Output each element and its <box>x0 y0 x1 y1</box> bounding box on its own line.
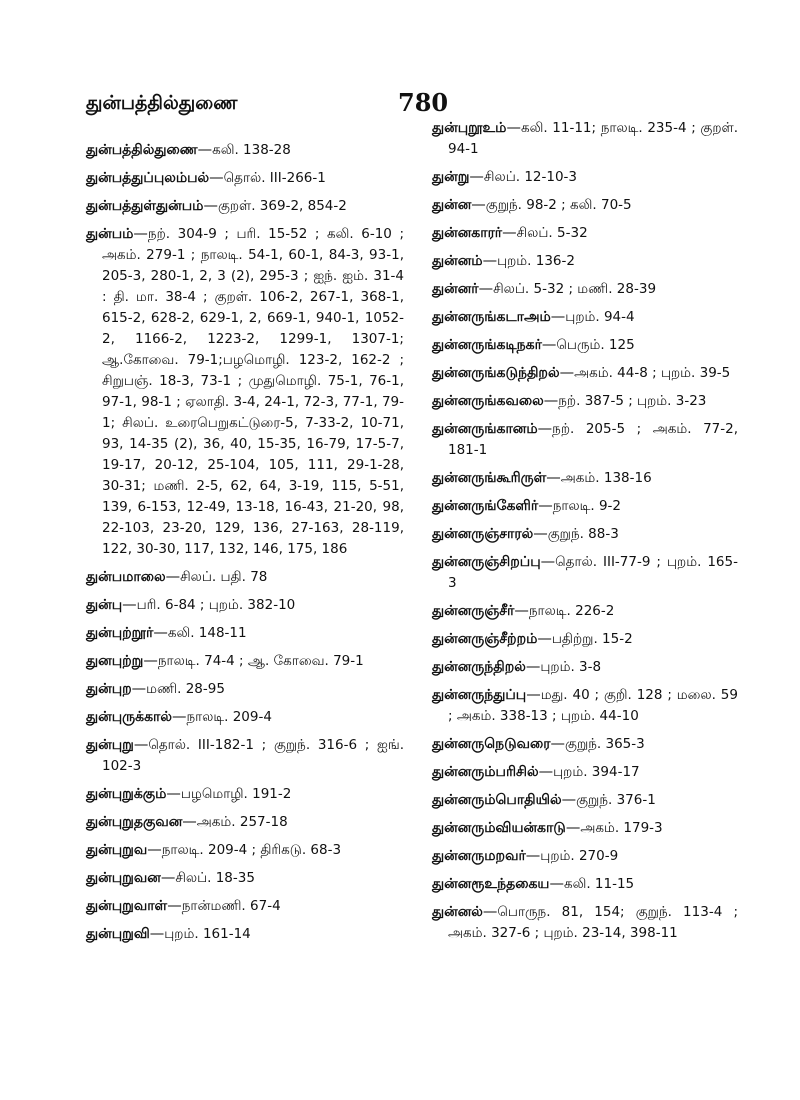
index-entry <box>432 846 738 867</box>
em-dash-separator: — <box>550 736 566 752</box>
em-dash-separator: — <box>482 904 498 920</box>
entry-references: கலி. 11-11; நாலடி. 235-4 ; குறள். 94-1 <box>448 120 738 157</box>
em-dash-separator: — <box>502 225 517 241</box>
index-entry <box>432 118 738 160</box>
index-entry <box>86 707 404 728</box>
entry-references: நற். 387-5 ; புறம். 3-23 <box>558 393 707 409</box>
entry-references: பொருந. 81, 154; குறுந். 113-4 ; அகம். 327-6 ; புறம். 23-14, 398-11 <box>448 904 738 941</box>
entry-references: புறம். 270-9 <box>540 848 619 864</box>
entry-references: நாலடி. 209-4 ; திரிகடு. 68-3 <box>161 842 342 858</box>
index-entry <box>432 279 738 300</box>
em-dash-separator: — <box>543 393 559 409</box>
entry-references: நான்மணி. 67-4 <box>181 898 281 914</box>
entry-headword: துன்னருஞ்சிறப்பு <box>432 554 541 570</box>
em-dash-separator: — <box>469 169 484 185</box>
index-entry <box>432 363 738 384</box>
page-number: 780 <box>398 88 449 117</box>
entry-references: சிலப். 5-32 <box>516 225 588 241</box>
em-dash-separator: — <box>122 597 137 613</box>
entry-headword: துன்புறு <box>86 737 134 753</box>
index-entry <box>86 868 404 889</box>
index-entry <box>86 140 404 161</box>
entry-headword: துன்புறுதகுவன <box>86 814 183 830</box>
index-entry <box>86 896 404 917</box>
entry-references: குறுந். 88-3 <box>547 526 619 542</box>
entry-references: பரி. 6-84 ; புறம். 382-10 <box>136 597 296 613</box>
index-entry <box>432 391 738 412</box>
entry-references: அகம். 179-3 <box>580 820 663 836</box>
left-column <box>86 140 404 952</box>
entry-references: சிலப். 5-32 ; மணி. 28-39 <box>493 281 657 297</box>
entry-headword: துன்புறூஉம் <box>432 120 507 136</box>
em-dash-separator: — <box>546 470 561 486</box>
entry-headword: துன்னகாரர் <box>432 225 503 241</box>
entry-headword: துன்னரும்வியன்காடு <box>432 820 566 836</box>
entry-headword: துன்புறுவன <box>86 870 161 886</box>
em-dash-separator: — <box>143 653 158 669</box>
index-entry <box>432 657 738 678</box>
em-dash-separator: — <box>167 898 182 914</box>
entry-headword: துன்பம் <box>86 226 134 242</box>
running-head: துன்பத்தில்துணை <box>86 92 238 114</box>
index-entry <box>432 902 738 944</box>
entry-headword: துன்னருங்கவலை <box>432 393 544 409</box>
entry-headword: துன்னருங்கடுந்திறல் <box>432 365 560 381</box>
entry-headword: துன்னர் <box>432 281 479 297</box>
em-dash-separator: — <box>149 926 165 942</box>
em-dash-separator: — <box>533 526 548 542</box>
em-dash-separator: — <box>471 197 486 213</box>
em-dash-separator: — <box>565 820 581 836</box>
index-entry <box>86 840 404 861</box>
entry-references: நாலடி. 226-2 <box>528 603 615 619</box>
entry-headword: துன்புறுவாள் <box>86 898 168 914</box>
index-entry <box>86 812 404 833</box>
entry-references: புறம். 3-8 <box>540 659 602 675</box>
em-dash-separator: — <box>209 170 224 186</box>
index-entry <box>86 651 404 672</box>
entry-headword: துன்னரும்பொதியில் <box>432 792 562 808</box>
em-dash-separator: — <box>133 737 149 753</box>
entry-references: பதிற்று. 15-2 <box>551 631 633 647</box>
entry-headword: துன்னருந்துப்பு <box>432 687 527 703</box>
entry-headword: துன்புற்றூர் <box>86 625 154 641</box>
em-dash-separator: — <box>550 309 566 325</box>
entry-references: பழமொழி. 191-2 <box>180 786 292 802</box>
em-dash-separator: — <box>131 681 147 697</box>
entry-references: நாலடி. 9-2 <box>552 498 622 514</box>
entry-references: புறம். 94-4 <box>565 309 635 325</box>
entry-references: கலி. 11-15 <box>563 876 635 892</box>
index-entry <box>432 685 738 727</box>
index-entry <box>86 196 404 217</box>
entry-references: கலி. 148-11 <box>167 625 247 641</box>
entry-headword: துன்னருங்கடாஅம் <box>432 309 551 325</box>
entry-headword: துன்னருஞ்சீற்றம் <box>432 631 538 647</box>
entry-references: அகம். 257-18 <box>196 814 288 830</box>
index-entry <box>432 524 738 545</box>
index-entry <box>86 567 404 588</box>
index-entry <box>86 224 404 560</box>
entry-headword: துன்னருநெடுவரை <box>432 736 551 752</box>
index-entry <box>432 762 738 783</box>
em-dash-separator: — <box>153 625 168 641</box>
index-entry <box>86 595 404 616</box>
index-entry <box>432 468 738 489</box>
index-entry <box>432 167 738 188</box>
em-dash-separator: — <box>478 281 494 297</box>
index-entry <box>86 168 404 189</box>
em-dash-separator: — <box>559 365 575 381</box>
em-dash-separator: — <box>514 603 529 619</box>
index-entry <box>432 251 738 272</box>
index-entry <box>432 790 738 811</box>
index-entry <box>432 601 738 622</box>
em-dash-separator: — <box>537 631 552 647</box>
entry-references: குறுந். 98-2 ; கலி. 70-5 <box>485 197 632 213</box>
entry-headword: துன்பமாலை <box>86 569 166 585</box>
index-entry <box>432 818 738 839</box>
entry-references: புறம். 136-2 <box>497 253 575 269</box>
entry-headword: துன்பத்துள்துன்பம் <box>86 198 204 214</box>
em-dash-separator: — <box>538 498 553 514</box>
entry-references: குறுந். 365-3 <box>565 736 645 752</box>
entry-references: சிலப். 12-10-3 <box>483 169 578 185</box>
entry-headword: துன்னருமறவர் <box>432 848 526 864</box>
entry-headword: துன்புறுக்கும் <box>86 786 167 802</box>
entry-references: தொல். III-182-1 ; குறுந். 316-6 ; ஐங். 102-3 <box>102 737 404 774</box>
index-entry <box>432 874 738 895</box>
index-entry <box>432 734 738 755</box>
em-dash-separator: — <box>133 226 148 242</box>
right-column <box>432 118 738 951</box>
em-dash-separator: — <box>197 142 213 158</box>
index-entry <box>432 496 738 517</box>
entry-references: புறம். 394-17 <box>553 764 640 780</box>
index-entry <box>86 679 404 700</box>
em-dash-separator: — <box>526 687 541 703</box>
entry-references: தொல். III-266-1 <box>223 170 326 186</box>
em-dash-separator: — <box>482 253 498 269</box>
entry-headword: துன்னருங்கூரிருள் <box>432 470 547 486</box>
em-dash-separator: — <box>537 421 553 437</box>
entry-headword: துன்னரூஉந்தகைய <box>432 876 550 892</box>
entry-headword: துன்னம் <box>432 253 483 269</box>
index-entry <box>432 307 738 328</box>
index-entry <box>432 335 738 356</box>
em-dash-separator: — <box>166 786 181 802</box>
em-dash-separator: — <box>171 709 187 725</box>
entry-references: மணி. 28-95 <box>146 681 225 697</box>
entry-headword: துன்னருஞ்சீர் <box>432 603 515 619</box>
entry-headword: துன்னருங்கேளிர் <box>432 498 539 514</box>
entry-references: நாலடி. 74-4 ; ஆ. கோவை. 79-1 <box>157 653 364 669</box>
em-dash-separator: — <box>541 337 557 353</box>
entry-headword: துனபுற்று <box>86 653 144 669</box>
entry-headword: துன்புறுவ <box>86 842 148 858</box>
em-dash-separator: — <box>525 848 541 864</box>
em-dash-separator: — <box>165 569 181 585</box>
entry-headword: துன்பத்தில்துணை <box>86 142 198 158</box>
entry-headword: துன்னருங்கடிநகர் <box>432 337 542 353</box>
index-entry <box>86 735 404 777</box>
entry-references: நற். 304-9 ; பரி. 15-52 ; கலி. 6-10 ; அகம். 279-1 ; நாலடி. 54-1, 60-1, 84-3, 93-1, 205-3, 280-1, 2, 3 (2), 295-3 ; ஐந். ஐம். 31-4 : தி. மா. 38-4 ; குறள். 106-2, 267-1, 368-1, 615-2, 628-2, 629-1, 2, 669-1, 940-1, 1052-2, 1166-2, 1223-2, 1299-1, 1307-1; ஆ.கோவை. 79-1;பழமொழி. 123-2, 162-2 ; சிறுபஞ். 18-3, 73-1 ; முதுமொழி. 75-1, 76-1, 97-1, 98-1 ; ஏலாதி. 3-4, 24-1, 72-3, 77-1, 79-1; சிலப். உரைபெறுகட்டுரை-5, 7-33-2, 10-71, 93, 14-35 (2), 36, 40, 15-35, 16-79, 17-5-7, 19-17, 20-12, 25-104, 105, 111, 29-1-28, 30-31; மணி. 2-5, 62, 64, 3-19, 115, 5-51, 139, 6-153, 12-49, 13-18, 16-43, 21-20, 98, 22-103, 23-20, 129, 136, 27-163, 28-119, 122, 30-30, 117, 132, 146, 175, 186 <box>102 226 404 557</box>
entry-references: நாலடி. 209-4 <box>186 709 272 725</box>
index-entry <box>432 552 738 594</box>
entry-headword: துன்புருக்கால் <box>86 709 172 725</box>
entry-headword: துன்னருஞ்சாரல் <box>432 526 534 542</box>
em-dash-separator: — <box>561 792 577 808</box>
index-entry <box>86 784 404 805</box>
entry-references: சிலப். பதி. 78 <box>180 569 268 585</box>
entry-references: அகம். 138-16 <box>560 470 652 486</box>
entry-headword: துன்னருங்கானம் <box>432 421 538 437</box>
index-entry <box>432 223 738 244</box>
em-dash-separator: — <box>549 876 564 892</box>
entry-headword: துன்னரும்பரிசில் <box>432 764 539 780</box>
entry-references: குறள். 369-2, 854-2 <box>217 198 347 214</box>
entry-references: கலி. 138-28 <box>212 142 291 158</box>
entry-references: பெரும். 125 <box>556 337 635 353</box>
entry-headword: துன்னல் <box>432 904 483 920</box>
index-entry <box>432 419 738 461</box>
em-dash-separator: — <box>538 764 554 780</box>
entry-references: அகம். 44-8 ; புறம். 39-5 <box>574 365 731 381</box>
entry-headword: துன்பத்துப்புலம்பல் <box>86 170 210 186</box>
entry-references: மது. 40 ; குறி. 128 ; மலை. 59 ; அகம். 338-13 ; புறம். 44-10 <box>448 687 738 724</box>
entry-references: குறுந். 376-1 <box>576 792 656 808</box>
entry-references: புறம். 161-14 <box>164 926 251 942</box>
entry-headword: துன்னருந்திறல் <box>432 659 526 675</box>
entry-headword: துன்புற <box>86 681 132 697</box>
em-dash-separator: — <box>506 120 521 136</box>
em-dash-separator: — <box>147 842 162 858</box>
em-dash-separator: — <box>540 554 556 570</box>
entry-headword: துன்ன <box>432 197 472 213</box>
index-entry <box>432 195 738 216</box>
entry-references: சிலப். 18-35 <box>175 870 255 886</box>
entry-headword: துன்புறுவி <box>86 926 150 942</box>
entry-headword: துன்று <box>432 169 470 185</box>
em-dash-separator: — <box>203 198 218 214</box>
em-dash-separator: — <box>525 659 541 675</box>
em-dash-separator: — <box>160 870 176 886</box>
entry-references: தொல். III-77-9 ; புறம். 165-3 <box>448 554 738 591</box>
entry-headword: துன்பு <box>86 597 123 613</box>
index-entry <box>86 623 404 644</box>
index-entry <box>86 924 404 945</box>
em-dash-separator: — <box>182 814 197 830</box>
entry-references: நற். 205-5 ; அகம். 77-2, 181-1 <box>448 421 738 458</box>
index-entry <box>432 629 738 650</box>
